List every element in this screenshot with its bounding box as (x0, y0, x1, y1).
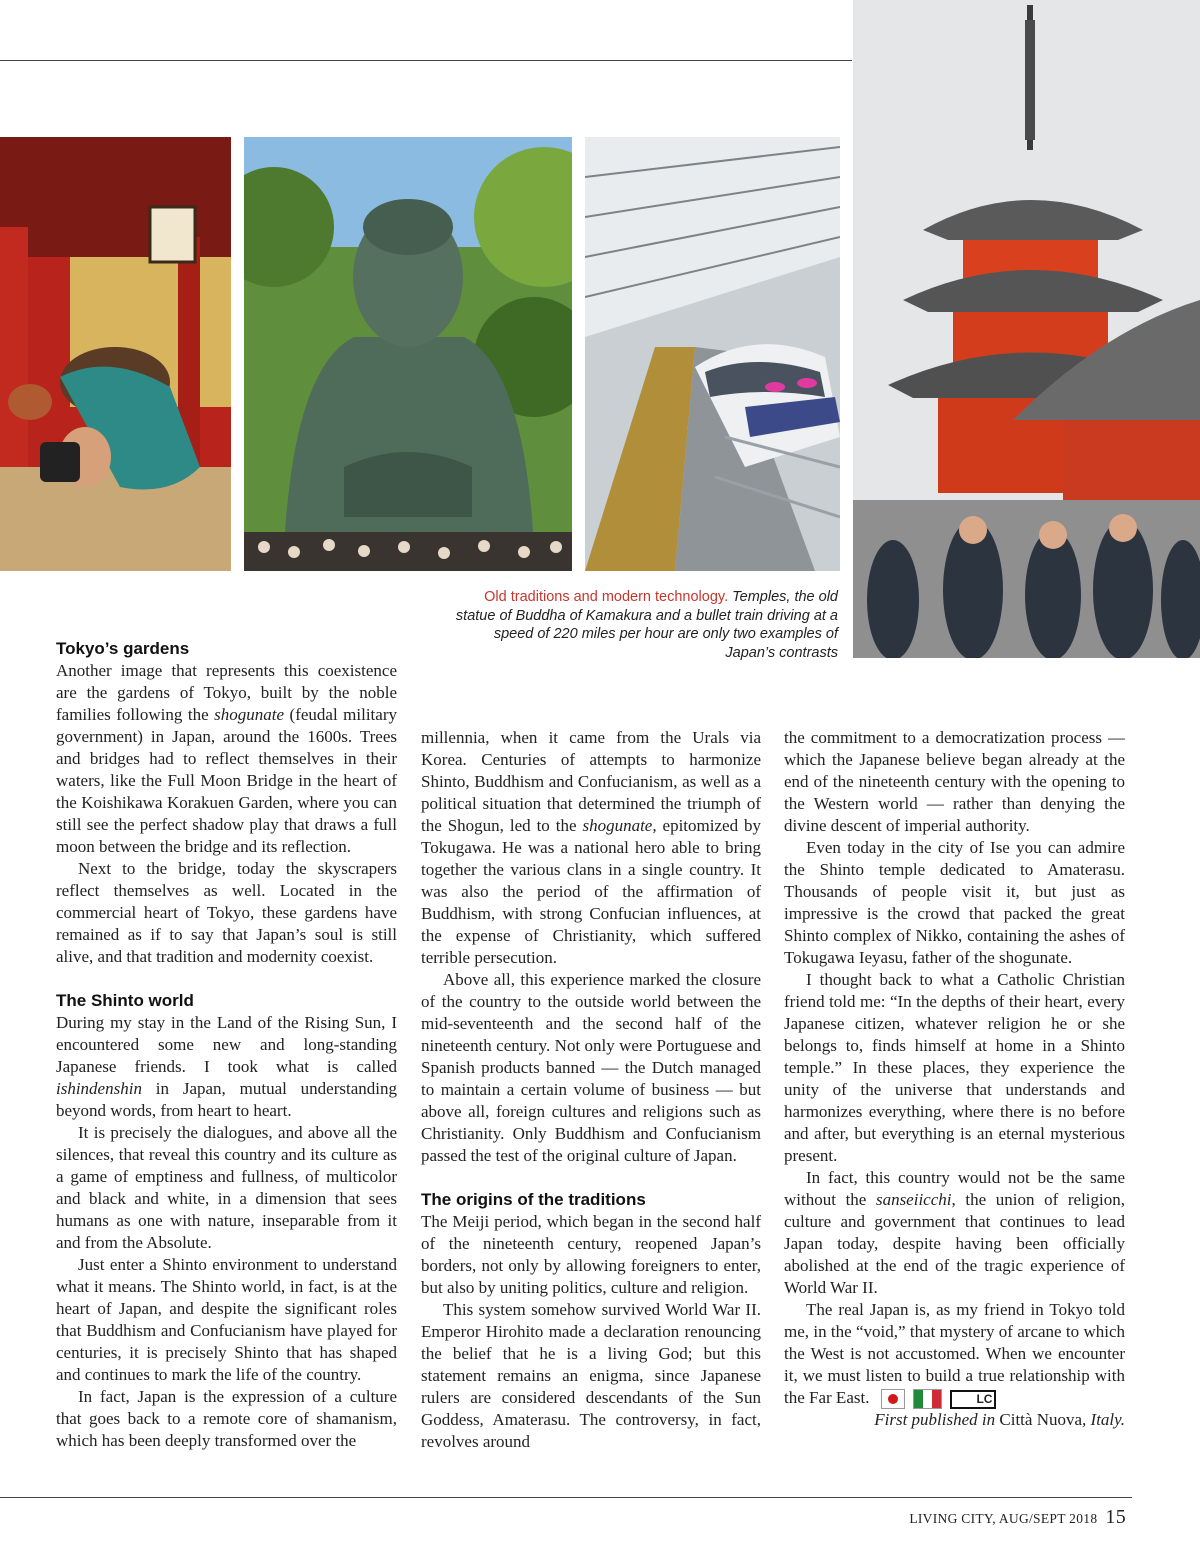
shinto-p1-text-b: in Japan, mutual understanding beyond words, from heart to heart. (56, 1079, 397, 1120)
origins-paragraph-6 (784, 1167, 1125, 1299)
origins-paragraph-1: The Meiji period, which began in the second half of the nineteenth century, reopened Japan’s borders, not only by allowing foreigners to enter, but also by uniting politics, culture and religion. (421, 1212, 761, 1297)
photo-caption (455, 588, 838, 662)
credit-source: Città Nuova (999, 1410, 1083, 1430)
first-published-credit (784, 1409, 1125, 1431)
origins-p6-text-b: , the union of religion, culture and government that continues to lead Japan today, despite having been officially abolished at the end of the tragic experience of World War II. (784, 1190, 1125, 1297)
origins-paragraph-5: I thought back to what a Catholic Christian friend told me: “In the depths of their heart, every Japanese citizen, whatever religion he or she belongs to, finds himself at home in a Shinto temple.” In these places, they experience the unity of the universe that understands and harmonizes everything, where there is no before and after, but everything is an eternal mysterious present. (784, 970, 1125, 1165)
great-buddha-kamakura-photo (244, 137, 572, 571)
magazine-issue: LIVING CITY, AUG/SEPT 2018 (909, 1511, 1098, 1526)
gardens-p1-text: Another image that represents this coexistence are the gardens of Tokyo, built by the noble families following the (56, 661, 397, 724)
column-2 (421, 727, 761, 1453)
heading-tokyos-gardens: Tokyo’s gardens (56, 639, 190, 658)
italy-flag-icon (913, 1389, 942, 1409)
credit-suffix: , Italy. (1082, 1410, 1125, 1430)
column-3 (784, 727, 1125, 1431)
gardens-p1-text-b: (feudal military government) in Japan, around the 1600s. Trees and bridges had to reflect themselves in their waters, like the Full Moon Bridge in the heart of the Koishikawa Korakuen Garden, where you can still see the perfect shadow play that draws a full moon between the bridge and its reflection. (56, 705, 397, 856)
shinto-p5-text: millennia, when it came from the Urals via Korea. Centuries of attempts to harmonize Shinto, Buddhism and Confucianism, as well as a political situation that determined the triumph of the Shogun, led to the (421, 728, 761, 835)
pagoda-photo (853, 0, 1200, 658)
origins-paragraph-2: This system somehow survived World War II. Emperor Hirohito made a declaration renouncing the belief that he is a living God; but this statement remains an enigma, since Japanese rulers are considered descendants of the Sun Goddess, Amaterasu. The controversy, in fact, revolves around (421, 1300, 761, 1451)
credit-prefix: First published in (874, 1410, 996, 1430)
page-footer (909, 1506, 1126, 1529)
japan-flag-icon (881, 1389, 905, 1409)
origins-paragraph-3: the commitment to a democratization process — which the Japanese believe began already at the end of the nineteenth century with the opening to the Western world — rather than denying the divine descent of imperial authority. (784, 728, 1125, 835)
living-city-logo: LC (950, 1390, 996, 1409)
origins-p6-term: sanseiicchi (875, 1190, 952, 1209)
origins-paragraph-7 (784, 1299, 1125, 1409)
heading-origins-of-traditions: The origins of the traditions (421, 1190, 646, 1209)
shinto-paragraph-1 (56, 1012, 397, 1122)
origins-paragraph-4: Even today in the city of Ise you can admire the Shinto temple dedicated to Amaterasu. Thousands of people visit it, but just as impressive is the crowd that packed the great Shinto complex of Nikko, containing the ashes of Tokugawa Ieyasu, father of the shogunate. (784, 838, 1125, 967)
shinto-paragraph-2: It is precisely the dialogues, and above all the silences, that reveal this country and its culture as a game of emptiness and fullness, of multicolor and black and white, in a dimension that sees humans as one with nature, inseparable from it and from the Absolute. (56, 1123, 397, 1252)
column-1 (56, 638, 397, 1452)
shinto-paragraph-4: In fact, Japan is the expression of a culture that goes back to a remote core of shamanism, which has been deeply transformed over the (56, 1387, 397, 1450)
footer-rule (0, 1497, 1132, 1498)
shinto-p5-term: shogunate, (582, 816, 657, 835)
caption-text: Temples, the old statue of Buddha of Kamakura and a bullet train driving at a speed of 220 miles per hour are only two examples of Japan’s contrasts (455, 589, 838, 661)
shinto-paragraph-5 (421, 727, 761, 969)
gardens-paragraph-1 (56, 660, 397, 858)
gardens-paragraph-2: Next to the bridge, today the skyscrapers reflect themselves as well. Located in the commercial heart of Tokyo, these gardens have remained as if to say that Japan’s soul is still alive, and that tradition and modernity coexist. (56, 859, 397, 966)
caption-lead: Old traditions and modern technology. (484, 589, 729, 605)
bullet-train-photo (585, 137, 840, 571)
shinto-p1-term: ishindenshin (56, 1079, 142, 1098)
shinto-paragraph-6: Above all, this experience marked the closure of the country to the outside world between the mid-seventeenth and the second half of the nineteenth century. Not only were Portuguese and Spanish products banned — the Dutch managed to maintain a certain volume of business — but above all, foreign cultures and religions such as Christianity. Only Buddhism and Confucianism passed the test of the original culture of Japan. (421, 970, 761, 1165)
end-marks (881, 1389, 996, 1409)
top-rule (0, 60, 852, 61)
shinto-p5-text-b: epitomized by Tokugawa. He was a national hero able to bring together the various clans in a single country. It was also the period of the affirmation of Buddhism, with strong Confucian influences, at the expense of Christianity, which suffered terrible persecution. (421, 816, 762, 967)
gardens-p1-term: shogunate (214, 705, 285, 724)
shinto-p1-text: During my stay in the Land of the Rising Sun, I encountered some new and long-standing Japanese friends. I took what is called (56, 1013, 397, 1076)
heading-shinto-world: The Shinto world (56, 991, 194, 1010)
shinto-paragraph-3: Just enter a Shinto environment to understand what it means. The Shinto world, in fact, is at the heart of Japan, and despite the significant roles that Buddhism and Confucianism have played for centuries, it is precisely Shinto that has shaped and continues to mark the life of the country. (56, 1255, 397, 1384)
origins-p6-text: In fact, this country would not be the same without the (784, 1168, 1125, 1209)
page-number: 15 (1105, 1506, 1126, 1528)
shrine-worshipper-photo (0, 137, 231, 571)
origins-p7-text: The real Japan is, as my friend in Tokyo told me, in the “void,” that mystery of arcane to which the West is not accustomed. When we encounter it, we must listen to build a true relationship with the Far East. (784, 1300, 1125, 1407)
